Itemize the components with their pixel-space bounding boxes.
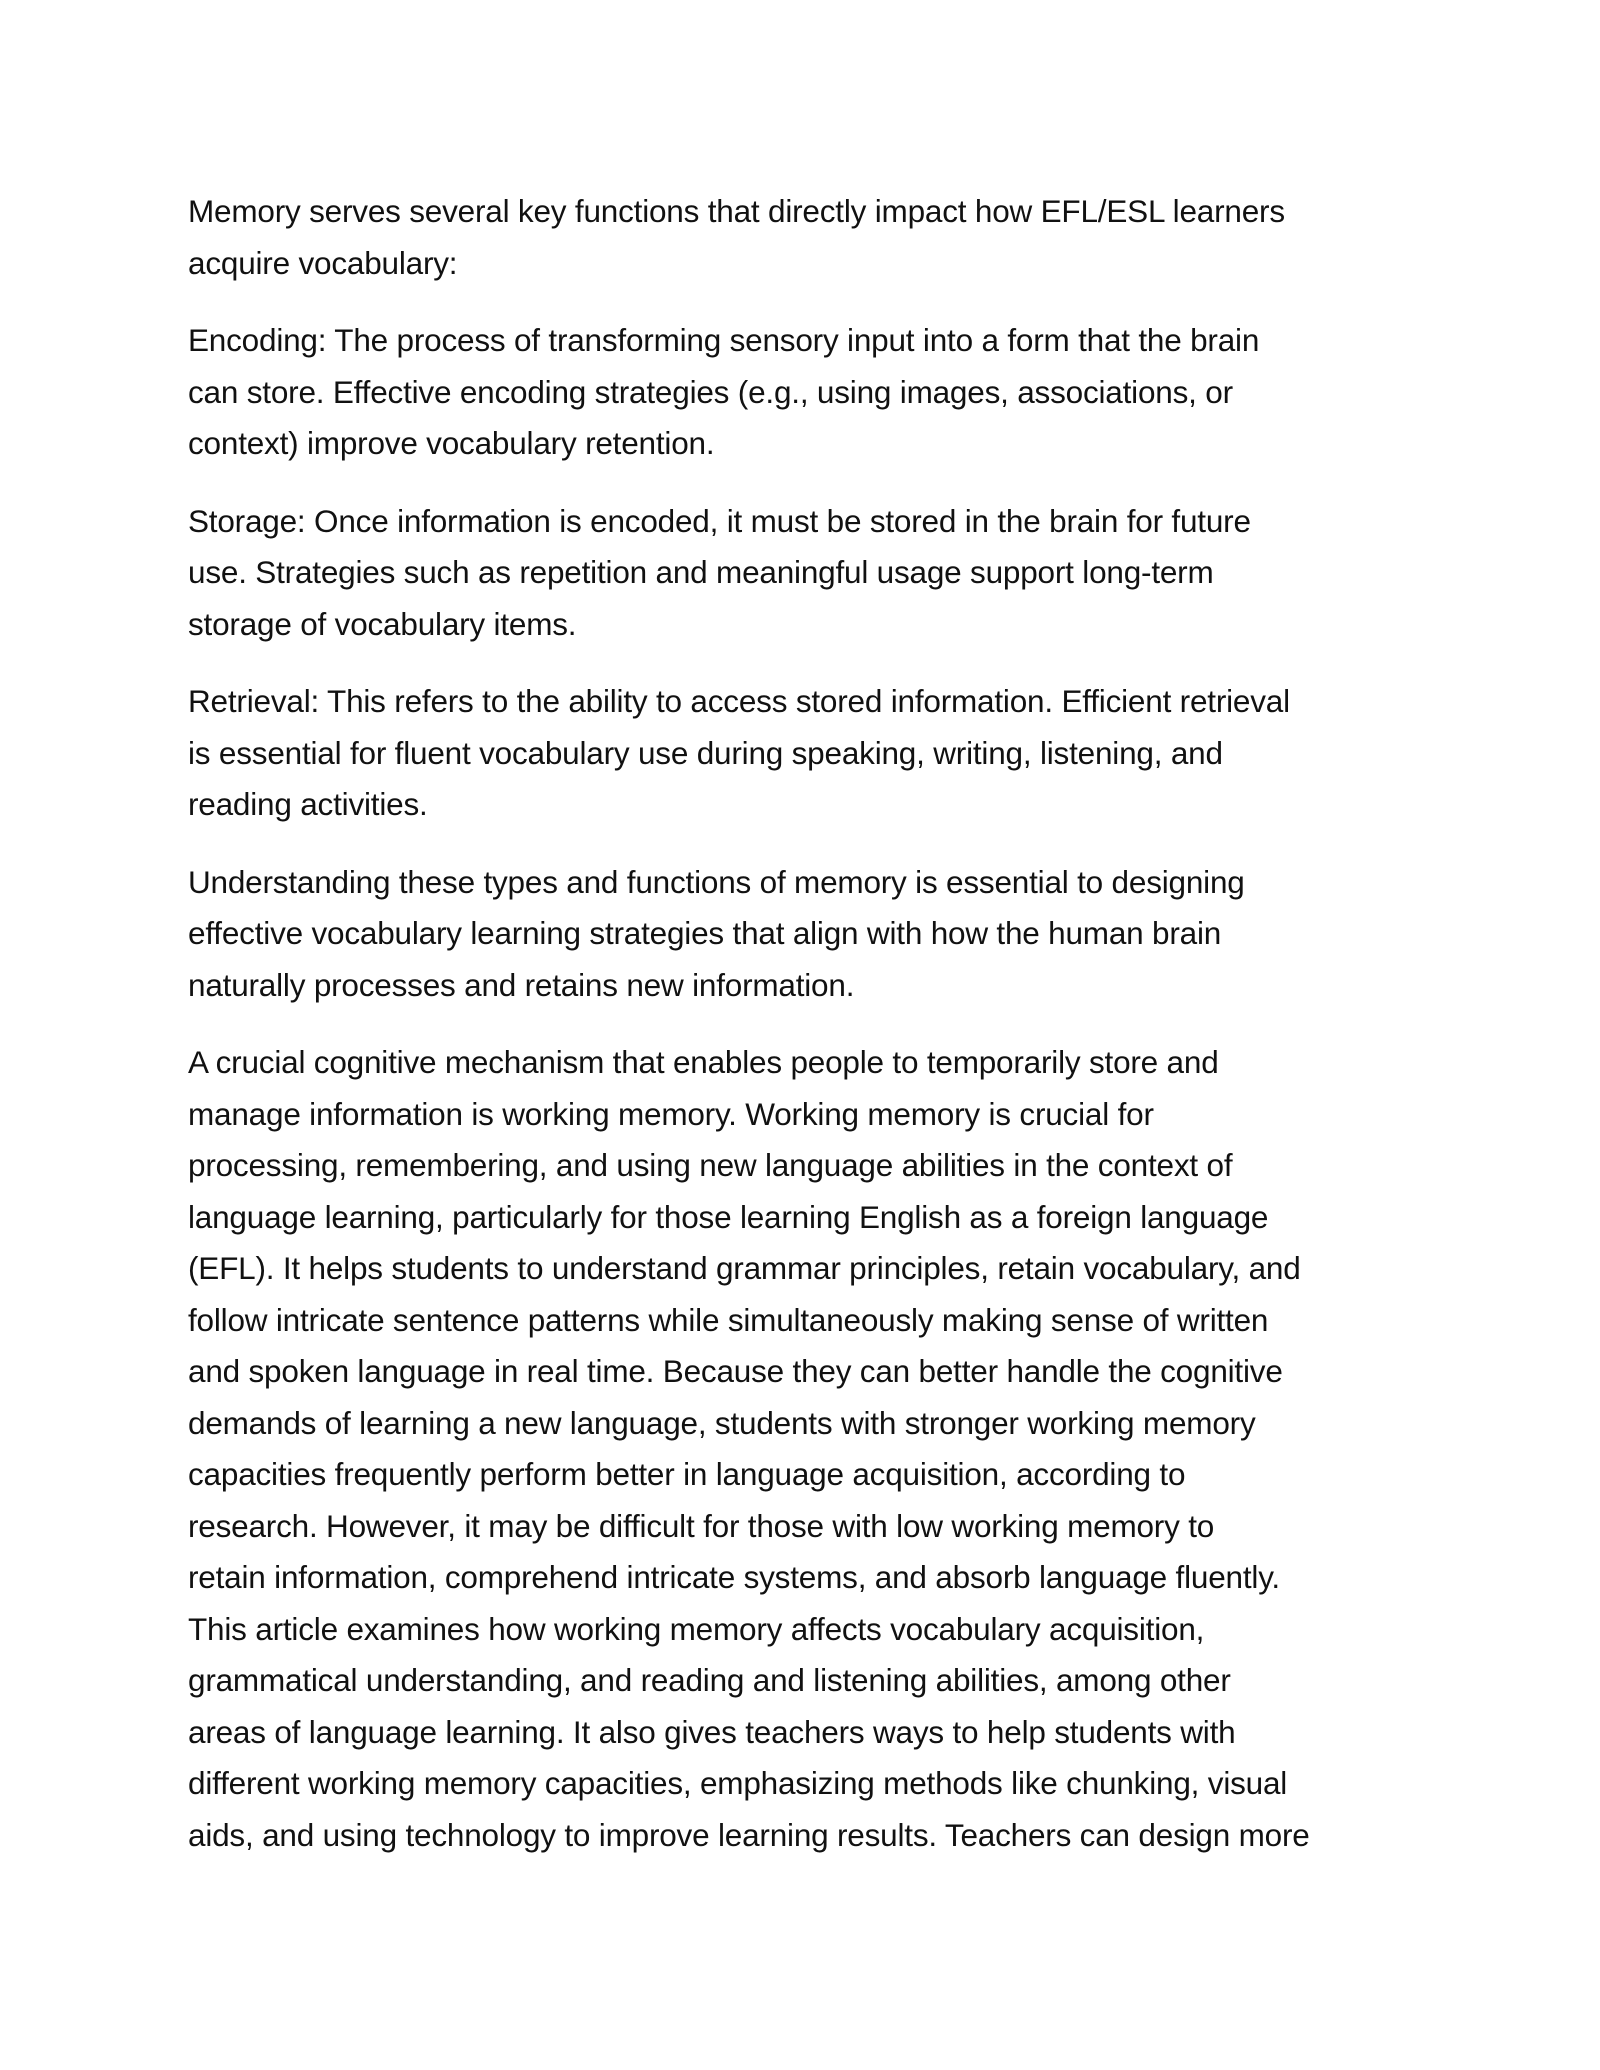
text-line: acquire vocabulary: — [188, 244, 458, 281]
paragraph-storage — [188, 496, 1418, 651]
text-line: manage information is working memory. Working memory is crucial for — [188, 1095, 1154, 1132]
text-line: Memory serves several key functions that directly impact how EFL/ESL learners — [188, 193, 1285, 229]
text-line: storage of vocabulary items. — [188, 605, 577, 642]
text-line: This article examines how working memory affects vocabulary acquisition, — [188, 1610, 1205, 1647]
text-line: is essential for fluent vocabulary use during speaking, writing, listening, and — [188, 734, 1223, 771]
text-line: aids, and using technology to improve learning results. Teachers can design more — [188, 1816, 1310, 1853]
text-line: A crucial cognitive mechanism that enables people to temporarily store and — [188, 1044, 1219, 1080]
text-line: Encoding: The process of transforming sensory input into a form that the brain — [188, 322, 1260, 358]
text-line: naturally processes and retains new information. — [188, 966, 855, 1003]
text-line: and spoken language in real time. Because they can better handle the cognitive — [188, 1353, 1283, 1389]
paragraph-working-memory — [188, 1037, 1418, 1861]
paragraph-retrieval — [188, 676, 1418, 831]
text-line: context) improve vocabulary retention. — [188, 425, 715, 461]
text-line: (EFL). It helps students to understand grammar principles, retain vocabulary, and — [188, 1250, 1301, 1286]
document-body — [188, 186, 1418, 1887]
text-line: retain information, comprehend intricate systems, and absorb language fluently. — [188, 1559, 1280, 1595]
text-line: processing, remembering, and using new language abilities in the context of — [188, 1147, 1233, 1183]
text-line: can store. Effective encoding strategies (e.g., using images, associations, or — [188, 373, 1233, 410]
text-line: language learning, particularly for those learning English as a foreign language — [188, 1198, 1269, 1235]
text-line: Understanding these types and functions of memory is essential to designing — [188, 863, 1245, 900]
paragraph-memory-functions-intro — [188, 186, 1418, 289]
paragraph-encoding — [188, 315, 1418, 470]
text-line: use. Strategies such as repetition and meaningful usage support long-term — [188, 554, 1214, 590]
text-line: grammatical understanding, and reading and listening abilities, among other — [188, 1662, 1231, 1698]
text-line: Storage: Once information is encoded, it must be stored in the brain for future — [188, 502, 1251, 539]
text-line: effective vocabulary learning strategies that align with how the human brain — [188, 915, 1222, 951]
text-line: Retrieval: This refers to the ability to access stored information. Efficient retrieval — [188, 683, 1290, 719]
paragraph-understanding-memory — [188, 857, 1418, 1012]
text-line: research. However, it may be difficult for those with low working memory to — [188, 1507, 1215, 1544]
text-line: demands of learning a new language, students with stronger working memory — [188, 1404, 1256, 1441]
text-line: areas of language learning. It also gives teachers ways to help students with — [188, 1713, 1236, 1750]
text-line: capacities frequently perform better in language acquisition, according to — [188, 1456, 1186, 1492]
text-line: reading activities. — [188, 786, 428, 822]
text-line: different working memory capacities, emphasizing methods like chunking, visual — [188, 1765, 1288, 1801]
text-line: follow intricate sentence patterns while simultaneously making sense of written — [188, 1301, 1269, 1338]
